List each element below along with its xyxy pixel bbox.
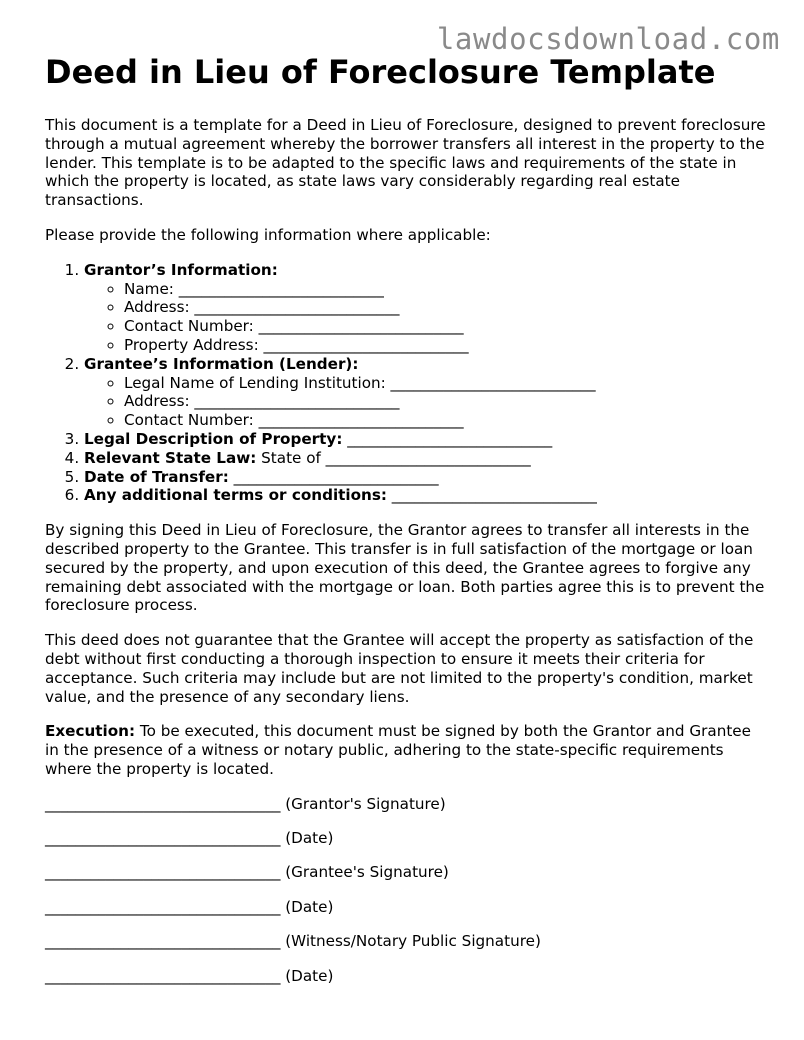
- grantor-name-field[interactable]: ◦ Name: ___________________________: [124, 280, 767, 299]
- grantee-signature-line[interactable]: _______________________________ (Grantee's Signature): [45, 863, 449, 882]
- execution-text: To be executed, this document must be signed by both the Grantor and Grantee in the presence of a witness or notary public, adhering to the state-specific requirements where the property is located.: [45, 722, 751, 778]
- date-of-transfer-field[interactable]: ___________________________: [228, 467, 439, 486]
- guarantee-paragraph: This deed does not guarantee that the Grantee will accept the property as satisfaction of the debt without first conducting a thorough inspection to ensure it meets their criteria for acceptance. Such criteria may include but are not limited to the property's condition, market value, and the presence of any secondary liens.: [45, 631, 754, 706]
- state-law-label: Relevant State Law:: [84, 448, 257, 467]
- date-of-transfer-label: Date of Transfer:: [84, 467, 229, 486]
- list-item-date-of-transfer: [84, 468, 767, 487]
- state-law-field[interactable]: State of ___________________________: [256, 448, 531, 467]
- witness-signature-line[interactable]: _______________________________ (Witness/Notary Public Signature): [45, 932, 541, 951]
- legal-description-label: Legal Description of Property:: [84, 429, 343, 448]
- witness-date-line[interactable]: _______________________________ (Date): [45, 966, 334, 985]
- signature-block: [45, 795, 767, 986]
- instruction-paragraph: Please provide the following information where applicable:: [45, 225, 491, 244]
- list-item-legal-description: [84, 430, 767, 449]
- grantor-label: Grantor’s Information:: [84, 260, 278, 279]
- intro-paragraph: This document is a template for a Deed in Lieu of Foreclosure, designed to prevent foreclosure through a mutual agreement whereby the borrower transfers all interest in the property to the lender. This template is to be adapted to the specific laws and requirements of the state in which the property is located, as state laws vary considerably regarding real estate transactions.: [45, 116, 766, 210]
- grantee-fields: [84, 374, 767, 430]
- grantor-signature-line[interactable]: _______________________________ (Grantor's Signature): [45, 794, 446, 813]
- list-item-grantor: [84, 261, 767, 355]
- grantee-label: Grantee’s Information (Lender):: [84, 354, 359, 373]
- grantor-contact-field[interactable]: ◦ Contact Number: ___________________________: [124, 317, 767, 336]
- additional-terms-field[interactable]: ___________________________: [386, 486, 597, 505]
- grantor-date-line[interactable]: _______________________________ (Date): [45, 829, 334, 848]
- grantee-contact-field[interactable]: ◦ Contact Number: ___________________________: [124, 411, 767, 430]
- list-item-additional-terms: [84, 486, 767, 505]
- execution-label: Execution:: [45, 722, 136, 741]
- grantee-date-line[interactable]: _______________________________ (Date): [45, 897, 334, 916]
- grantor-address-field[interactable]: ◦ Address: ___________________________: [124, 298, 767, 317]
- information-list: [45, 261, 767, 505]
- additional-terms-label: Any additional terms or conditions:: [84, 486, 387, 505]
- page-title: Deed in Lieu of Foreclosure Template: [45, 53, 716, 91]
- grantee-legal-name-field[interactable]: ◦ Legal Name of Lending Institution: ___________________________: [124, 374, 767, 393]
- grantor-fields: [84, 280, 767, 355]
- execution-paragraph: [45, 722, 767, 778]
- document-body: [45, 116, 767, 1001]
- agreement-paragraph: By signing this Deed in Lieu of Foreclosure, the Grantor agrees to transfer all interests in the described property to the Grantee. This transfer is in full satisfaction of the mortgage or loan secured by the property, and upon execution of this deed, the Grantee agrees to forgive any remaining debt associated with the mortgage or loan. Both parties agree this is to prevent the foreclosure process.: [45, 521, 765, 615]
- grantor-property-address-field[interactable]: ◦ Property Address: ___________________________: [124, 336, 767, 355]
- watermark: lawdocsdownload.com: [436, 22, 780, 56]
- legal-description-field[interactable]: ___________________________: [342, 429, 553, 448]
- grantee-address-field[interactable]: ◦ Address: ___________________________: [124, 392, 767, 411]
- list-item-grantee: [84, 355, 767, 430]
- list-item-state-law: [84, 449, 767, 468]
